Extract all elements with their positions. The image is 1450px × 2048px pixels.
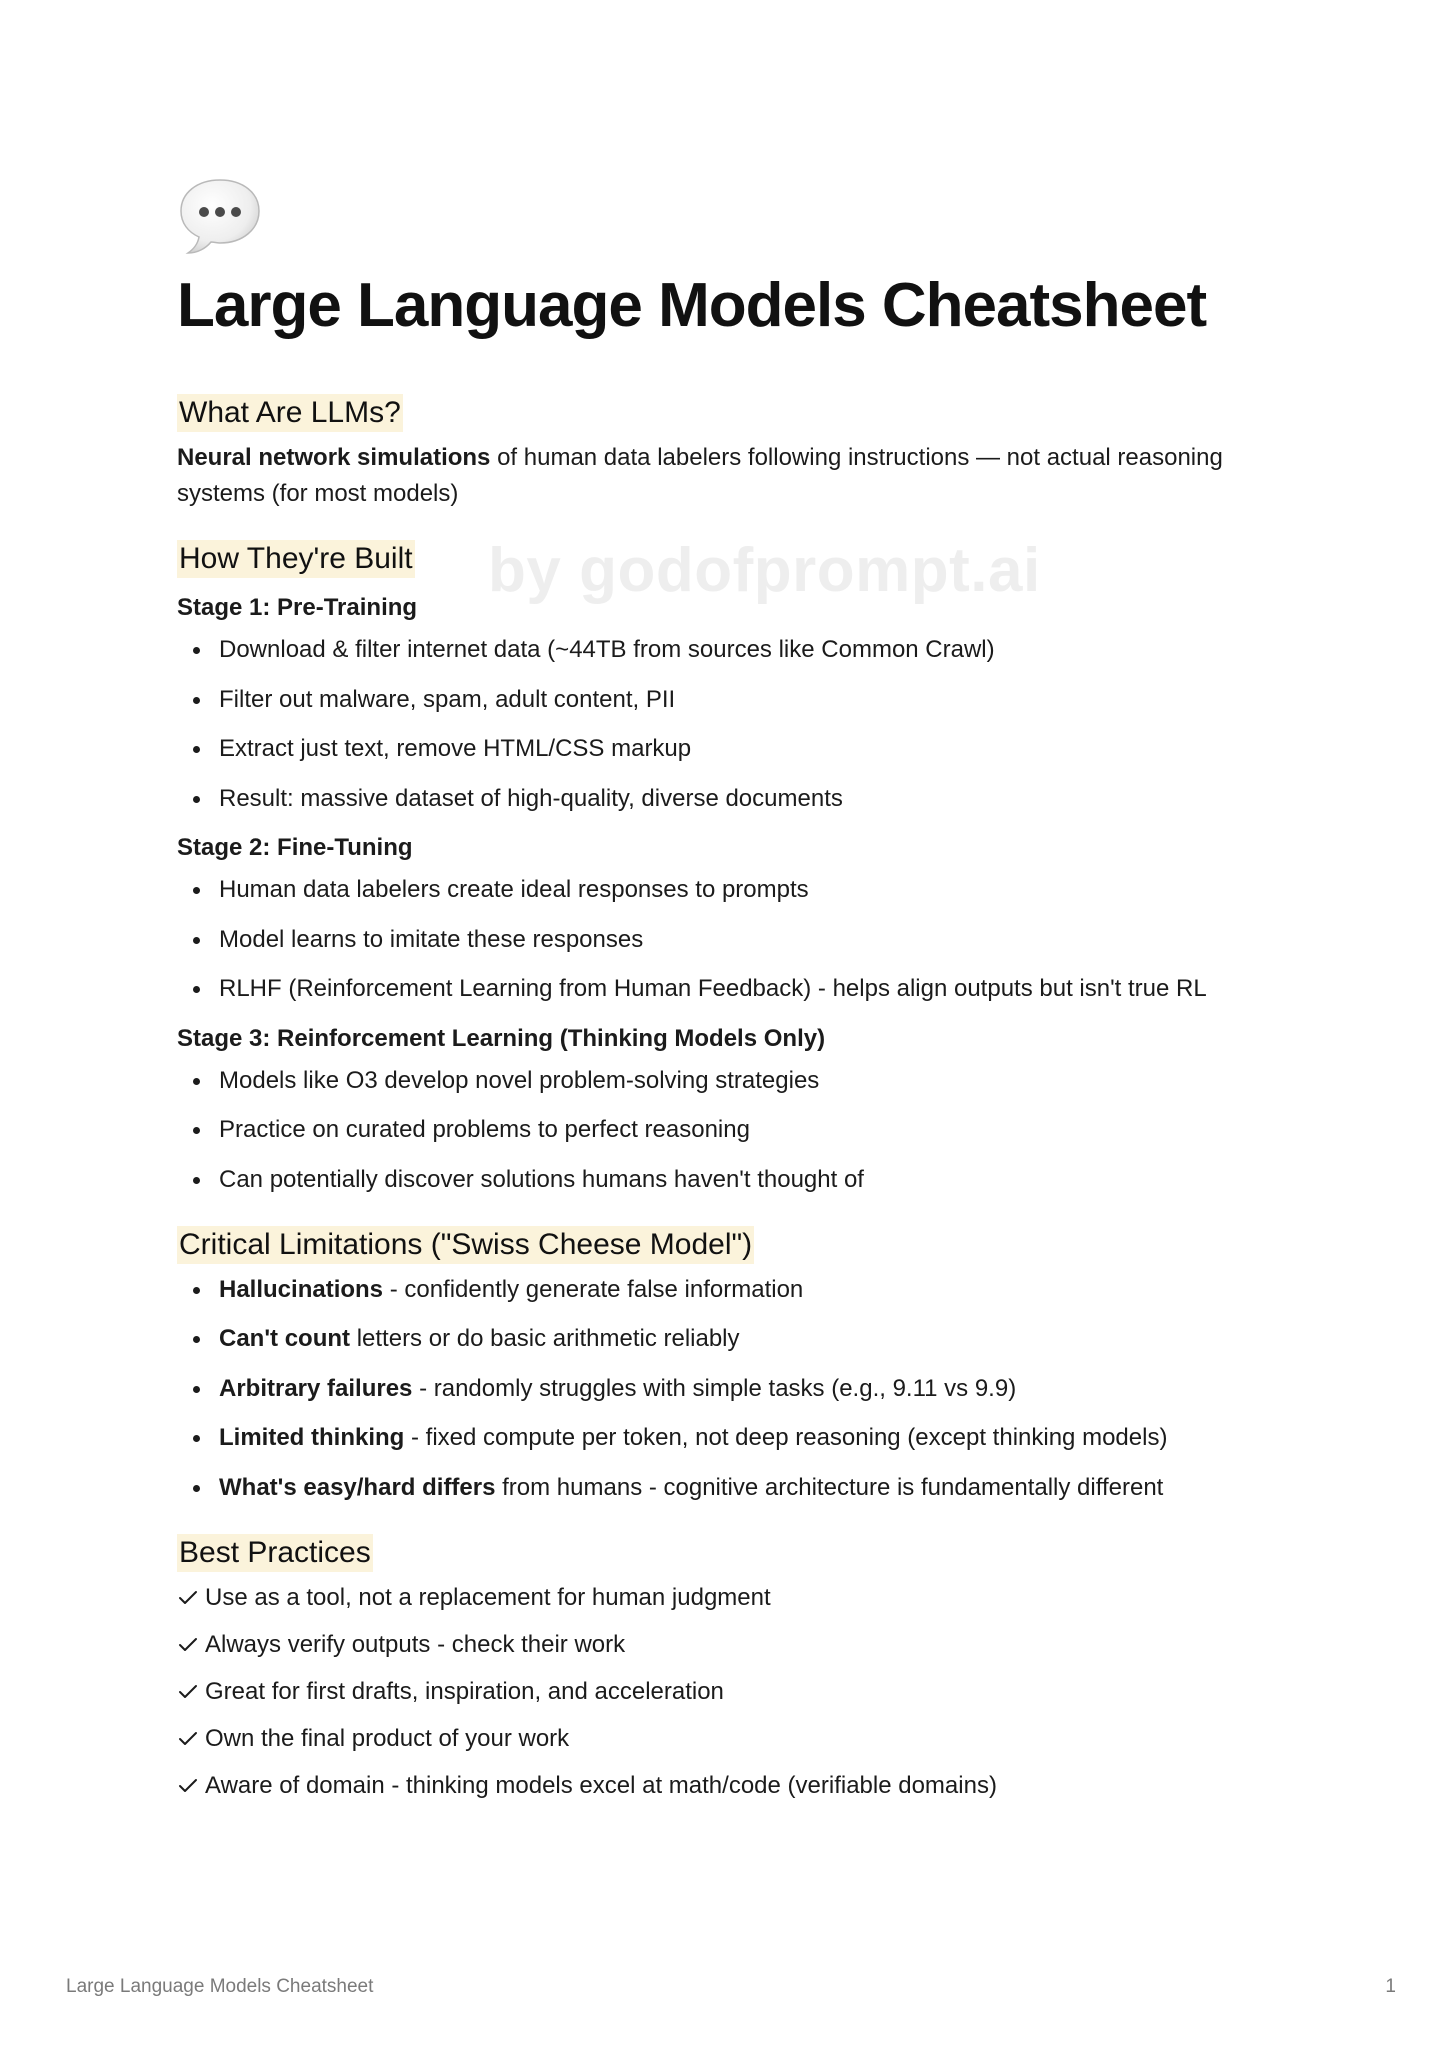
footer-title: Large Language Models Cheatsheet: [66, 1976, 374, 1997]
bullet-icon: [193, 1127, 200, 1134]
bullet-icon: [193, 647, 200, 654]
list-item-text: Model learns to imitate these responses: [219, 925, 644, 953]
list-item: [177, 632, 1297, 668]
list-item-text: Use as a tool, not a replacement for human judgment: [205, 1583, 771, 1611]
stage-3-list: [177, 1063, 1297, 1198]
page-title: Large Language Models Cheatsheet: [177, 271, 1207, 340]
section-heading: Best Practices: [177, 1534, 373, 1572]
stage-2-list: [177, 872, 1297, 1007]
stage-1-list: [177, 632, 1297, 817]
list-item-text: Extract just text, remove HTML/CSS markup: [219, 735, 692, 762]
section-heading: How They're Built: [177, 540, 415, 578]
stage-1-heading: Stage 1: Pre-Training: [177, 594, 418, 621]
list-item: [177, 1272, 1297, 1308]
list-item: [177, 1371, 1297, 1407]
definition-text: of human data labelers following instructions — not actual reasoning systems (for most models): [177, 444, 1223, 507]
section-heading: What Are LLMs?: [177, 394, 403, 432]
list-item-text: Aware of domain - thinking models excel at math/code (verifiable domains): [205, 1771, 997, 1799]
list-item: [177, 1162, 1297, 1198]
stage-3-heading: Stage 3: Reinforcement Learning (Thinking Models Only): [177, 1024, 826, 1052]
list-item-text: Human data labelers create ideal responses to prompts: [219, 876, 809, 903]
bullet-icon: [193, 986, 200, 993]
list-item: [177, 682, 1297, 718]
checkmark-icon: [177, 1637, 199, 1653]
definition-paragraph: [177, 440, 1297, 512]
list-item-text: - randomly struggles with simple tasks (e.g., 9.11 vs 9.9): [412, 1374, 1017, 1402]
list-item: [177, 1674, 1297, 1710]
page-number: 1: [1385, 1976, 1396, 1997]
best-practices-list: [177, 1580, 1297, 1804]
list-item-text: RLHF (Reinforcement Learning from Human Feedback) - helps align outputs but isn't true RL: [219, 975, 1207, 1002]
section-what-are-llms: [177, 394, 1297, 512]
bullet-icon: [193, 1336, 200, 1343]
stage-2-heading: Stage 2: Fine-Tuning: [177, 834, 413, 861]
list-item: [177, 872, 1297, 908]
list-item-text: Models like O3 develop novel problem-solving strategies: [219, 1066, 820, 1094]
list-item: [177, 1470, 1297, 1506]
list-item-text: - fixed compute per token, not deep reasoning (except thinking models): [404, 1424, 1168, 1451]
limitations-list: [177, 1272, 1297, 1506]
list-item-bold: Limited thinking: [219, 1424, 405, 1451]
list-item: [177, 1721, 1297, 1757]
watermark: by godofprompt.ai: [488, 536, 1041, 605]
section-critical-limitations: [177, 1226, 1297, 1506]
checkmark-icon: [177, 1778, 199, 1794]
list-item-bold: Hallucinations: [219, 1275, 384, 1303]
bullet-icon: [193, 1386, 200, 1393]
list-item-text: - confidently generate false information: [383, 1275, 804, 1303]
list-item-text: letters or do basic arithmetic reliably: [350, 1325, 740, 1352]
bullet-icon: [193, 937, 200, 944]
section-how-built: [177, 540, 1297, 1198]
bullet-icon: [193, 796, 200, 803]
list-item: [177, 1420, 1297, 1456]
bullet-icon: [193, 1078, 200, 1085]
checkmark-icon: [177, 1590, 199, 1606]
list-item: [177, 1112, 1297, 1148]
checkmark-icon: [177, 1731, 199, 1747]
list-item: [177, 781, 1297, 817]
list-item: [177, 1063, 1297, 1099]
list-item-bold: Can't count: [219, 1325, 351, 1352]
bullet-icon: [193, 1435, 200, 1442]
section-best-practices: [177, 1534, 1297, 1804]
list-item-text: Always verify outputs - check their work: [205, 1630, 626, 1658]
speech-bubble-icon: [177, 176, 263, 256]
list-item: [177, 1627, 1297, 1663]
definition-bold: Neural network simulations: [177, 444, 491, 471]
list-item: [177, 1580, 1297, 1616]
list-item-text: Great for first drafts, inspiration, and acceleration: [205, 1677, 724, 1705]
checkmark-icon: [177, 1684, 199, 1700]
list-item: [177, 922, 1297, 958]
list-item: [177, 731, 1297, 767]
list-item-text: Can potentially discover solutions humans haven't thought of: [219, 1165, 864, 1193]
list-item: [177, 1321, 1297, 1357]
list-item: [177, 1768, 1297, 1804]
bullet-icon: [193, 697, 200, 704]
page-content: [177, 176, 1297, 1832]
list-item-text: Filter out malware, spam, adult content, PII: [219, 685, 676, 713]
list-item-text: from humans - cognitive architecture is fundamentally different: [495, 1473, 1164, 1501]
bullet-icon: [193, 1177, 200, 1184]
list-item: [177, 971, 1297, 1007]
bullet-icon: [193, 887, 200, 894]
bullet-icon: [193, 1485, 200, 1492]
list-item-bold: Arbitrary failures: [219, 1374, 413, 1402]
list-item-text: Download & filter internet data (~44TB from sources like Common Crawl): [219, 636, 995, 663]
list-item-bold: What's easy/hard differs: [219, 1473, 496, 1501]
list-item-text: Practice on curated problems to perfect reasoning: [219, 1116, 750, 1143]
list-item-text: Own the final product of your work: [205, 1724, 570, 1752]
bullet-icon: [193, 746, 200, 753]
section-heading: Critical Limitations ("Swiss Cheese Model"): [177, 1226, 754, 1264]
list-item-text: Result: massive dataset of high-quality, diverse documents: [219, 784, 843, 812]
bullet-icon: [193, 1287, 200, 1294]
